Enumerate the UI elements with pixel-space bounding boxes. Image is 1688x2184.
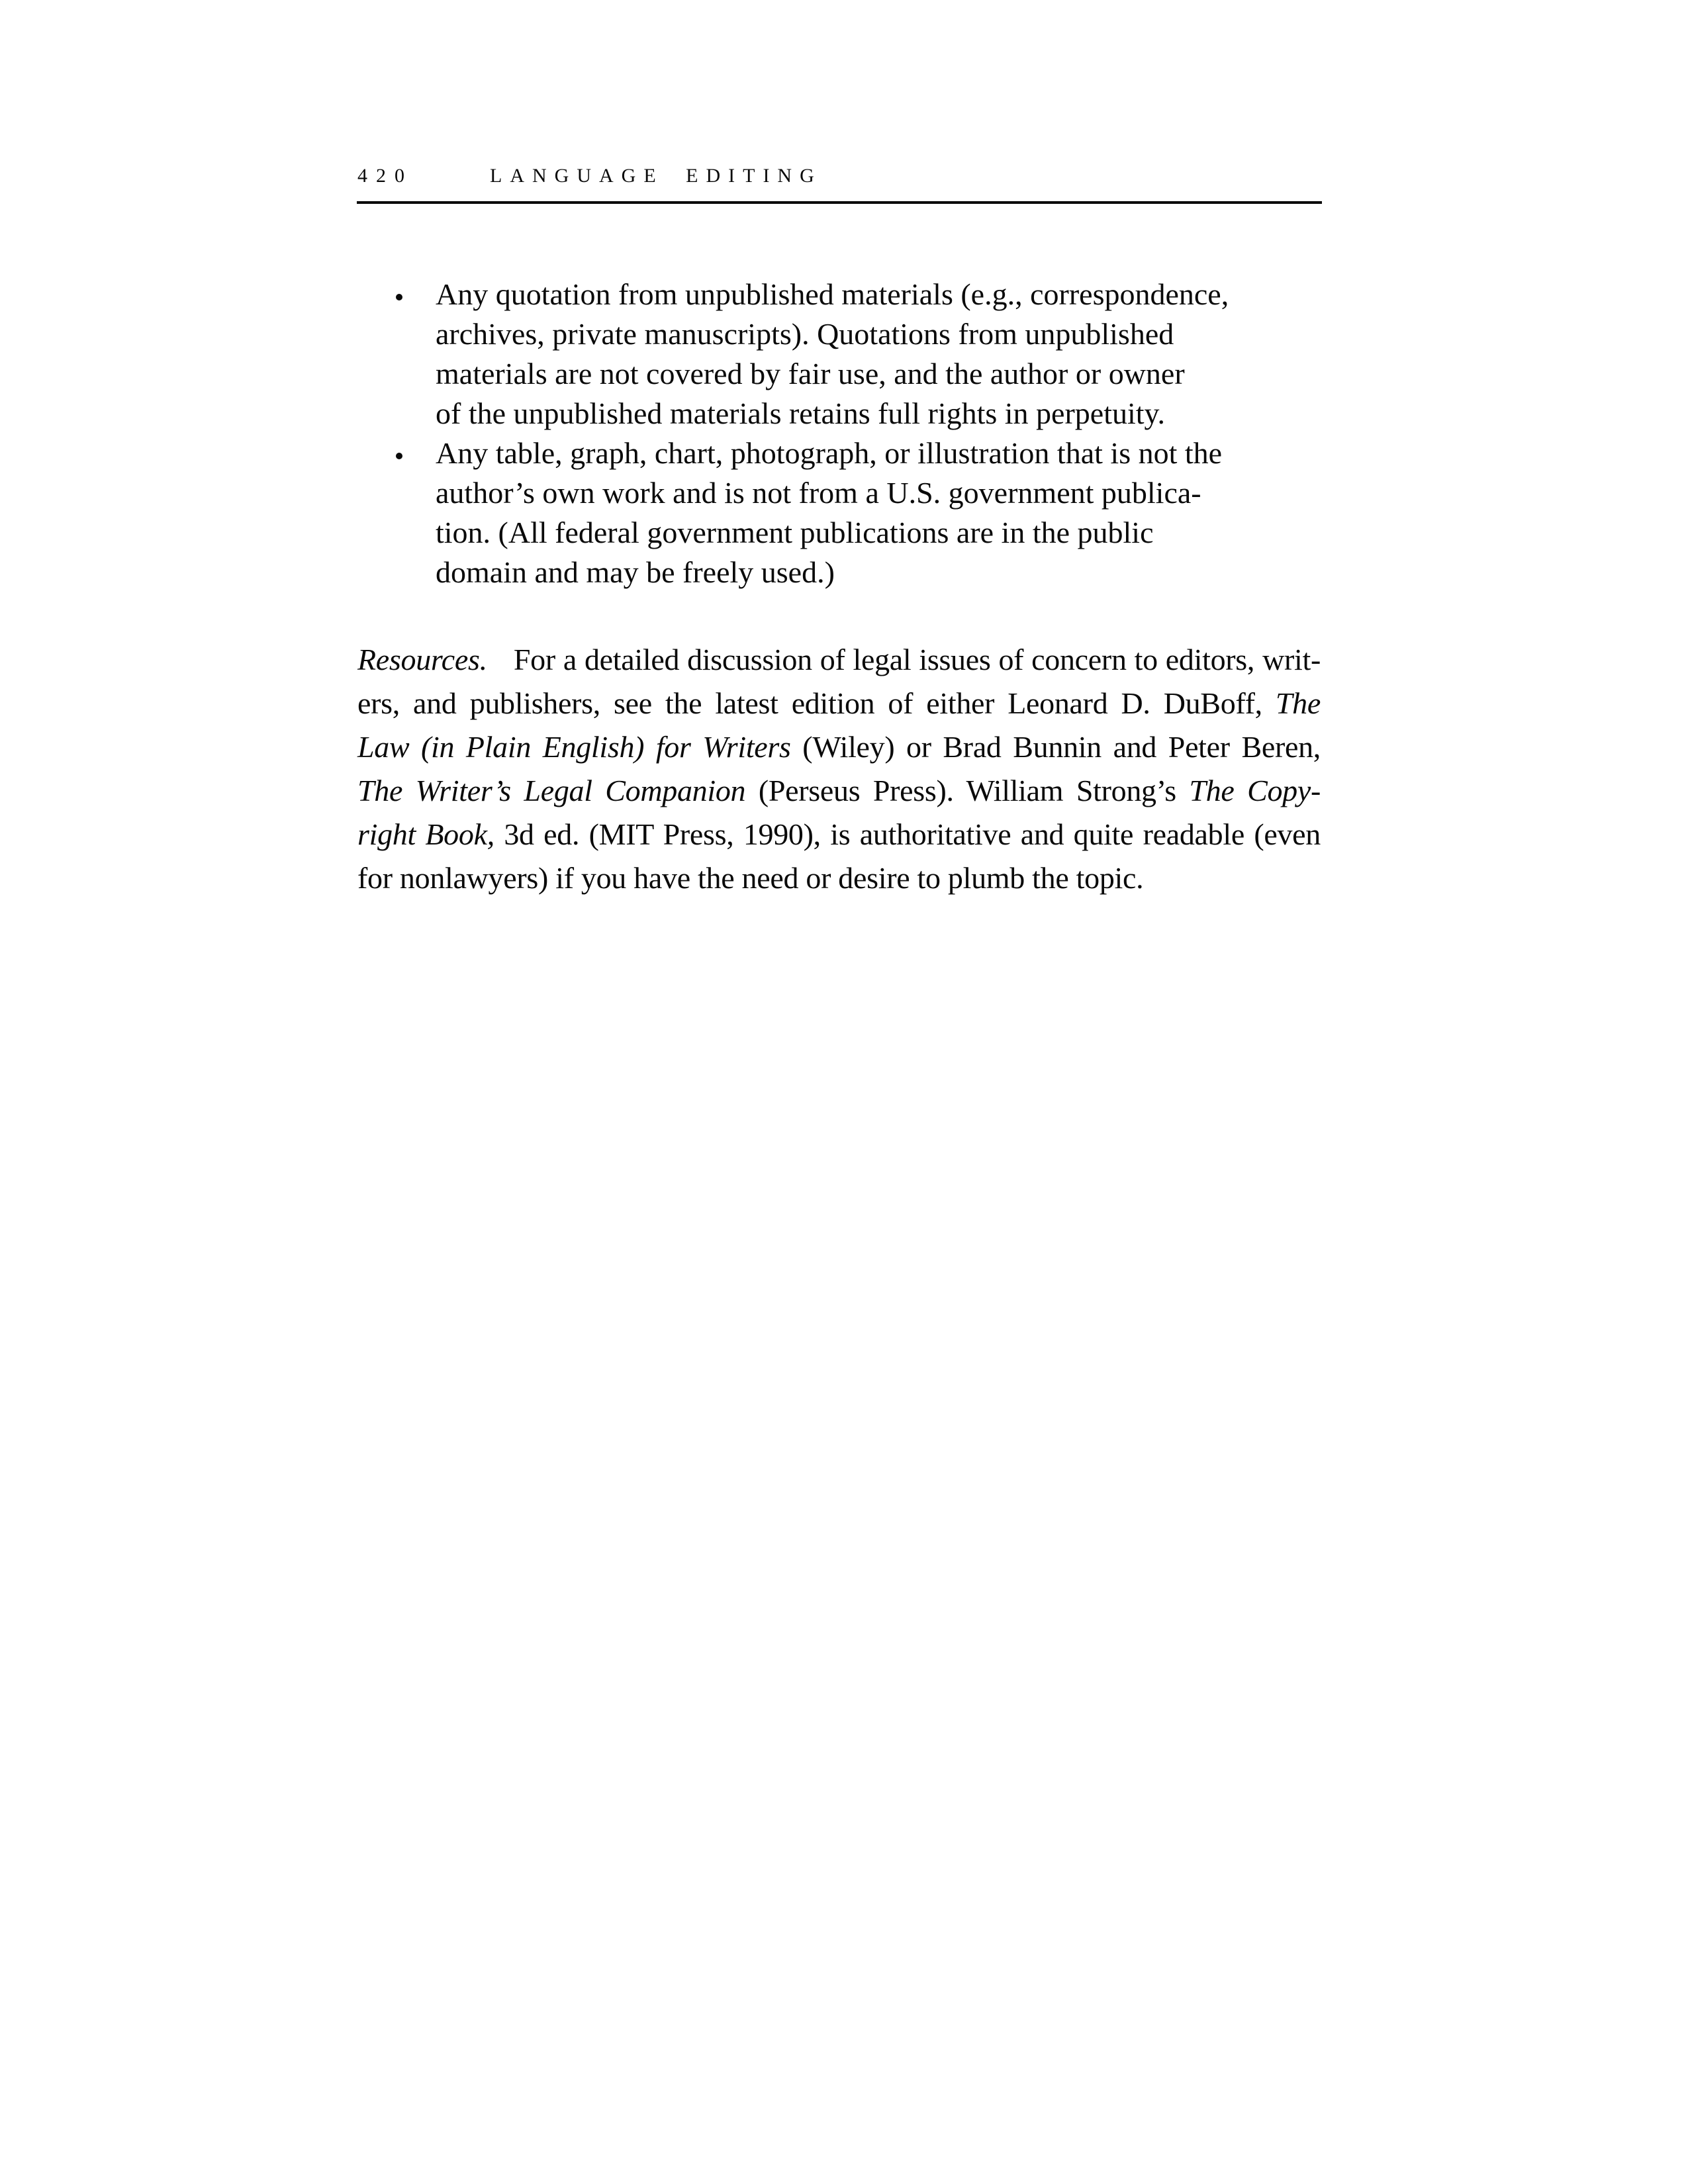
text-segment: For a detailed discussion of legal issues of concern to editors, writ- [513,643,1321,676]
text-line: materials are not covered by fair use, and the author or owner [436,357,1185,390]
text-line [357,856,1321,900]
bullet-item [357,275,1321,433]
text-line: tion. (All federal government publications are in the public [436,516,1154,549]
text-line: domain and may be freely used.) [436,555,835,589]
italic-text-segment: The Writer’s Legal Companion [357,774,746,807]
italic-text-segment: The [1275,686,1321,720]
text-line [357,725,1321,769]
bullet-icon [396,453,402,459]
bullet-icon [396,294,402,300]
text-segment: (Wiley) or Brad Bunnin and Peter Beren, [790,730,1321,764]
text-segment: 3d ed. (MIT Press, 1990), is authoritative and quite readable (even [494,817,1321,851]
italic-text-segment: The Copy- [1189,774,1321,807]
text-line [357,769,1321,813]
text-segment: ers, and publishers, see the latest edition of either Leonard D. DuBoff, [357,686,1276,720]
text-line: of the unpublished materials retains full rights in perpetuity. [436,396,1166,430]
italic-text-segment: Resources. [357,643,487,676]
text-line: Any quotation from unpublished materials (e.g., correspondence, [436,277,1229,311]
header-rule [357,201,1322,204]
resources-paragraph [357,638,1321,900]
italic-text-segment: right Book, [357,817,494,851]
text-line: archives, private manuscripts). Quotations from unpublished [436,317,1174,351]
page-number: 420 [357,165,413,187]
text-line [357,682,1321,725]
running-head: LANGUAGE EDITING [490,165,822,187]
text-line [357,813,1321,856]
bullet-list [357,275,1321,592]
text-line: author’s own work and is not from a U.S. government publica- [436,476,1201,510]
text-line: Any table, graph, chart, photograph, or illustration that is not the [436,436,1223,470]
text-segment: for nonlawyers) if you have the need or desire to plumb the topic. [357,861,1144,895]
text-line [357,638,1321,682]
bullet-item [357,433,1321,592]
italic-text-segment: Law (in Plain English) for Writers [357,730,791,764]
text-segment: (Perseus Press). William Strong’s [745,774,1190,807]
